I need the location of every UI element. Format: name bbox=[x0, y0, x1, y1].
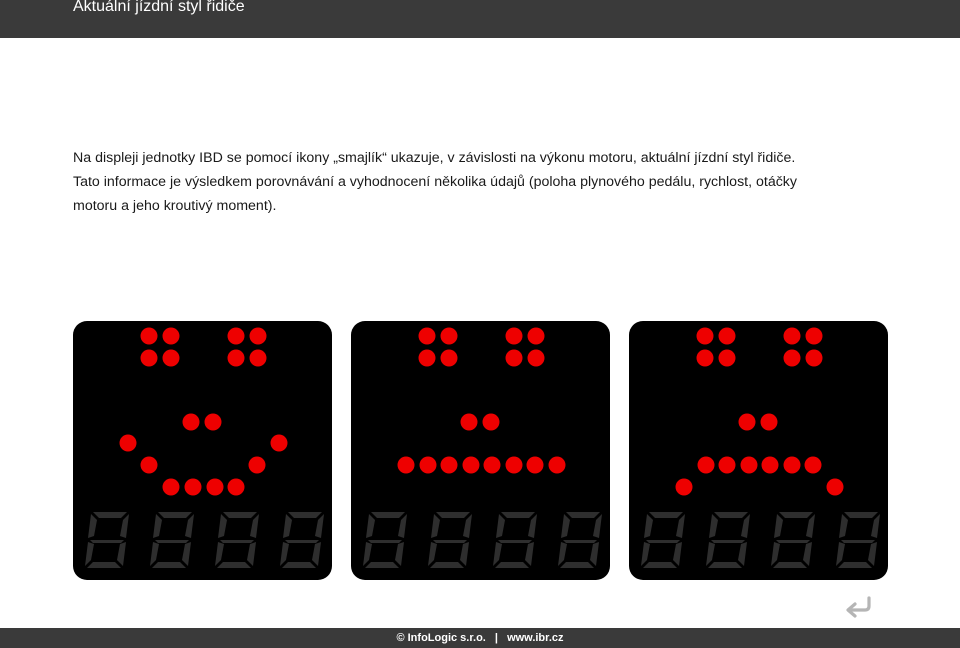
led-dot bbox=[141, 350, 158, 367]
led-dot bbox=[398, 457, 415, 474]
return-arrow-icon bbox=[843, 594, 873, 618]
led-dot bbox=[228, 350, 245, 367]
led-dot bbox=[806, 328, 823, 345]
led-dot bbox=[697, 350, 714, 367]
led-dot bbox=[163, 479, 180, 496]
led-dot bbox=[420, 457, 437, 474]
footer-bar bbox=[0, 628, 960, 648]
led-dot bbox=[185, 479, 202, 496]
smiley-sad-icon bbox=[629, 321, 888, 580]
led-dot bbox=[163, 328, 180, 345]
led-dot bbox=[441, 457, 458, 474]
led-dot bbox=[249, 457, 266, 474]
led-dot bbox=[527, 457, 544, 474]
smiley-happy-icon bbox=[73, 321, 332, 580]
led-dot bbox=[506, 328, 523, 345]
seven-segment-digit bbox=[215, 512, 259, 568]
seven-segment-digit bbox=[771, 512, 815, 568]
led-dot bbox=[228, 328, 245, 345]
header-bar bbox=[0, 0, 960, 38]
led-dot bbox=[719, 328, 736, 345]
led-dot bbox=[827, 479, 844, 496]
seven-segment-digit bbox=[493, 512, 537, 568]
led-dot bbox=[761, 414, 778, 431]
led-dot bbox=[784, 350, 801, 367]
display-happy bbox=[73, 321, 332, 580]
led-dot bbox=[141, 328, 158, 345]
led-dot bbox=[528, 328, 545, 345]
footer-link[interactable]: www.ibr.cz bbox=[507, 632, 564, 644]
led-dot bbox=[183, 414, 200, 431]
led-dot bbox=[250, 350, 267, 367]
led-dot bbox=[506, 457, 523, 474]
led-dot bbox=[676, 479, 693, 496]
description-paragraph bbox=[73, 146, 903, 218]
led-dot bbox=[506, 350, 523, 367]
back-button[interactable] bbox=[843, 594, 873, 618]
led-dot bbox=[141, 457, 158, 474]
led-dot bbox=[483, 414, 500, 431]
description-line: motoru a jeho kroutivý moment). bbox=[73, 198, 277, 214]
led-dot bbox=[784, 457, 801, 474]
led-dot bbox=[698, 457, 715, 474]
led-dot bbox=[697, 328, 714, 345]
led-dot bbox=[784, 328, 801, 345]
seven-segment-digit bbox=[363, 512, 407, 568]
led-dot bbox=[484, 457, 501, 474]
led-dot bbox=[549, 457, 566, 474]
seven-segment-digit bbox=[558, 512, 602, 568]
led-dot bbox=[461, 414, 478, 431]
footer-text bbox=[0, 631, 960, 645]
led-dot bbox=[441, 328, 458, 345]
seven-segment-digit bbox=[85, 512, 129, 568]
led-dot bbox=[441, 350, 458, 367]
led-dot bbox=[762, 457, 779, 474]
page-title: Aktuální jízdní styl řidiče bbox=[73, 0, 245, 15]
description-line: Tato informace je výsledkem porovnávání a vyhodnocení několika údajů (poloha plynového pedálu, rychlost, otáčky bbox=[73, 174, 797, 190]
footer-separator: | bbox=[494, 632, 498, 644]
seven-segment-digit bbox=[280, 512, 324, 568]
description-line: Na displeji jednotky IBD se pomocí ikony „smajlík“ ukazuje, v závislosti na výkonu motoru, aktuální jízdní styl řidiče. bbox=[73, 150, 796, 166]
led-dot bbox=[207, 479, 224, 496]
led-dot bbox=[120, 435, 137, 452]
led-dot bbox=[528, 350, 545, 367]
seven-segment-digit bbox=[836, 512, 880, 568]
led-dot bbox=[719, 457, 736, 474]
led-dot bbox=[228, 479, 245, 496]
display-neutral bbox=[351, 321, 610, 580]
led-dot bbox=[250, 328, 267, 345]
led-dot bbox=[741, 457, 758, 474]
led-dot bbox=[419, 350, 436, 367]
led-dot bbox=[805, 457, 822, 474]
led-dot bbox=[205, 414, 222, 431]
led-dot bbox=[271, 435, 288, 452]
led-dot bbox=[806, 350, 823, 367]
footer-copyright: © InfoLogic s.r.o. bbox=[396, 632, 486, 644]
led-dot bbox=[163, 350, 180, 367]
led-dot bbox=[419, 328, 436, 345]
seven-segment-digit bbox=[706, 512, 750, 568]
display-sad bbox=[629, 321, 888, 580]
led-dot bbox=[719, 350, 736, 367]
led-dot bbox=[463, 457, 480, 474]
seven-segment-digit bbox=[428, 512, 472, 568]
seven-segment-digit bbox=[641, 512, 685, 568]
led-dot bbox=[739, 414, 756, 431]
smiley-neutral-icon bbox=[351, 321, 610, 580]
seven-segment-digit bbox=[150, 512, 194, 568]
